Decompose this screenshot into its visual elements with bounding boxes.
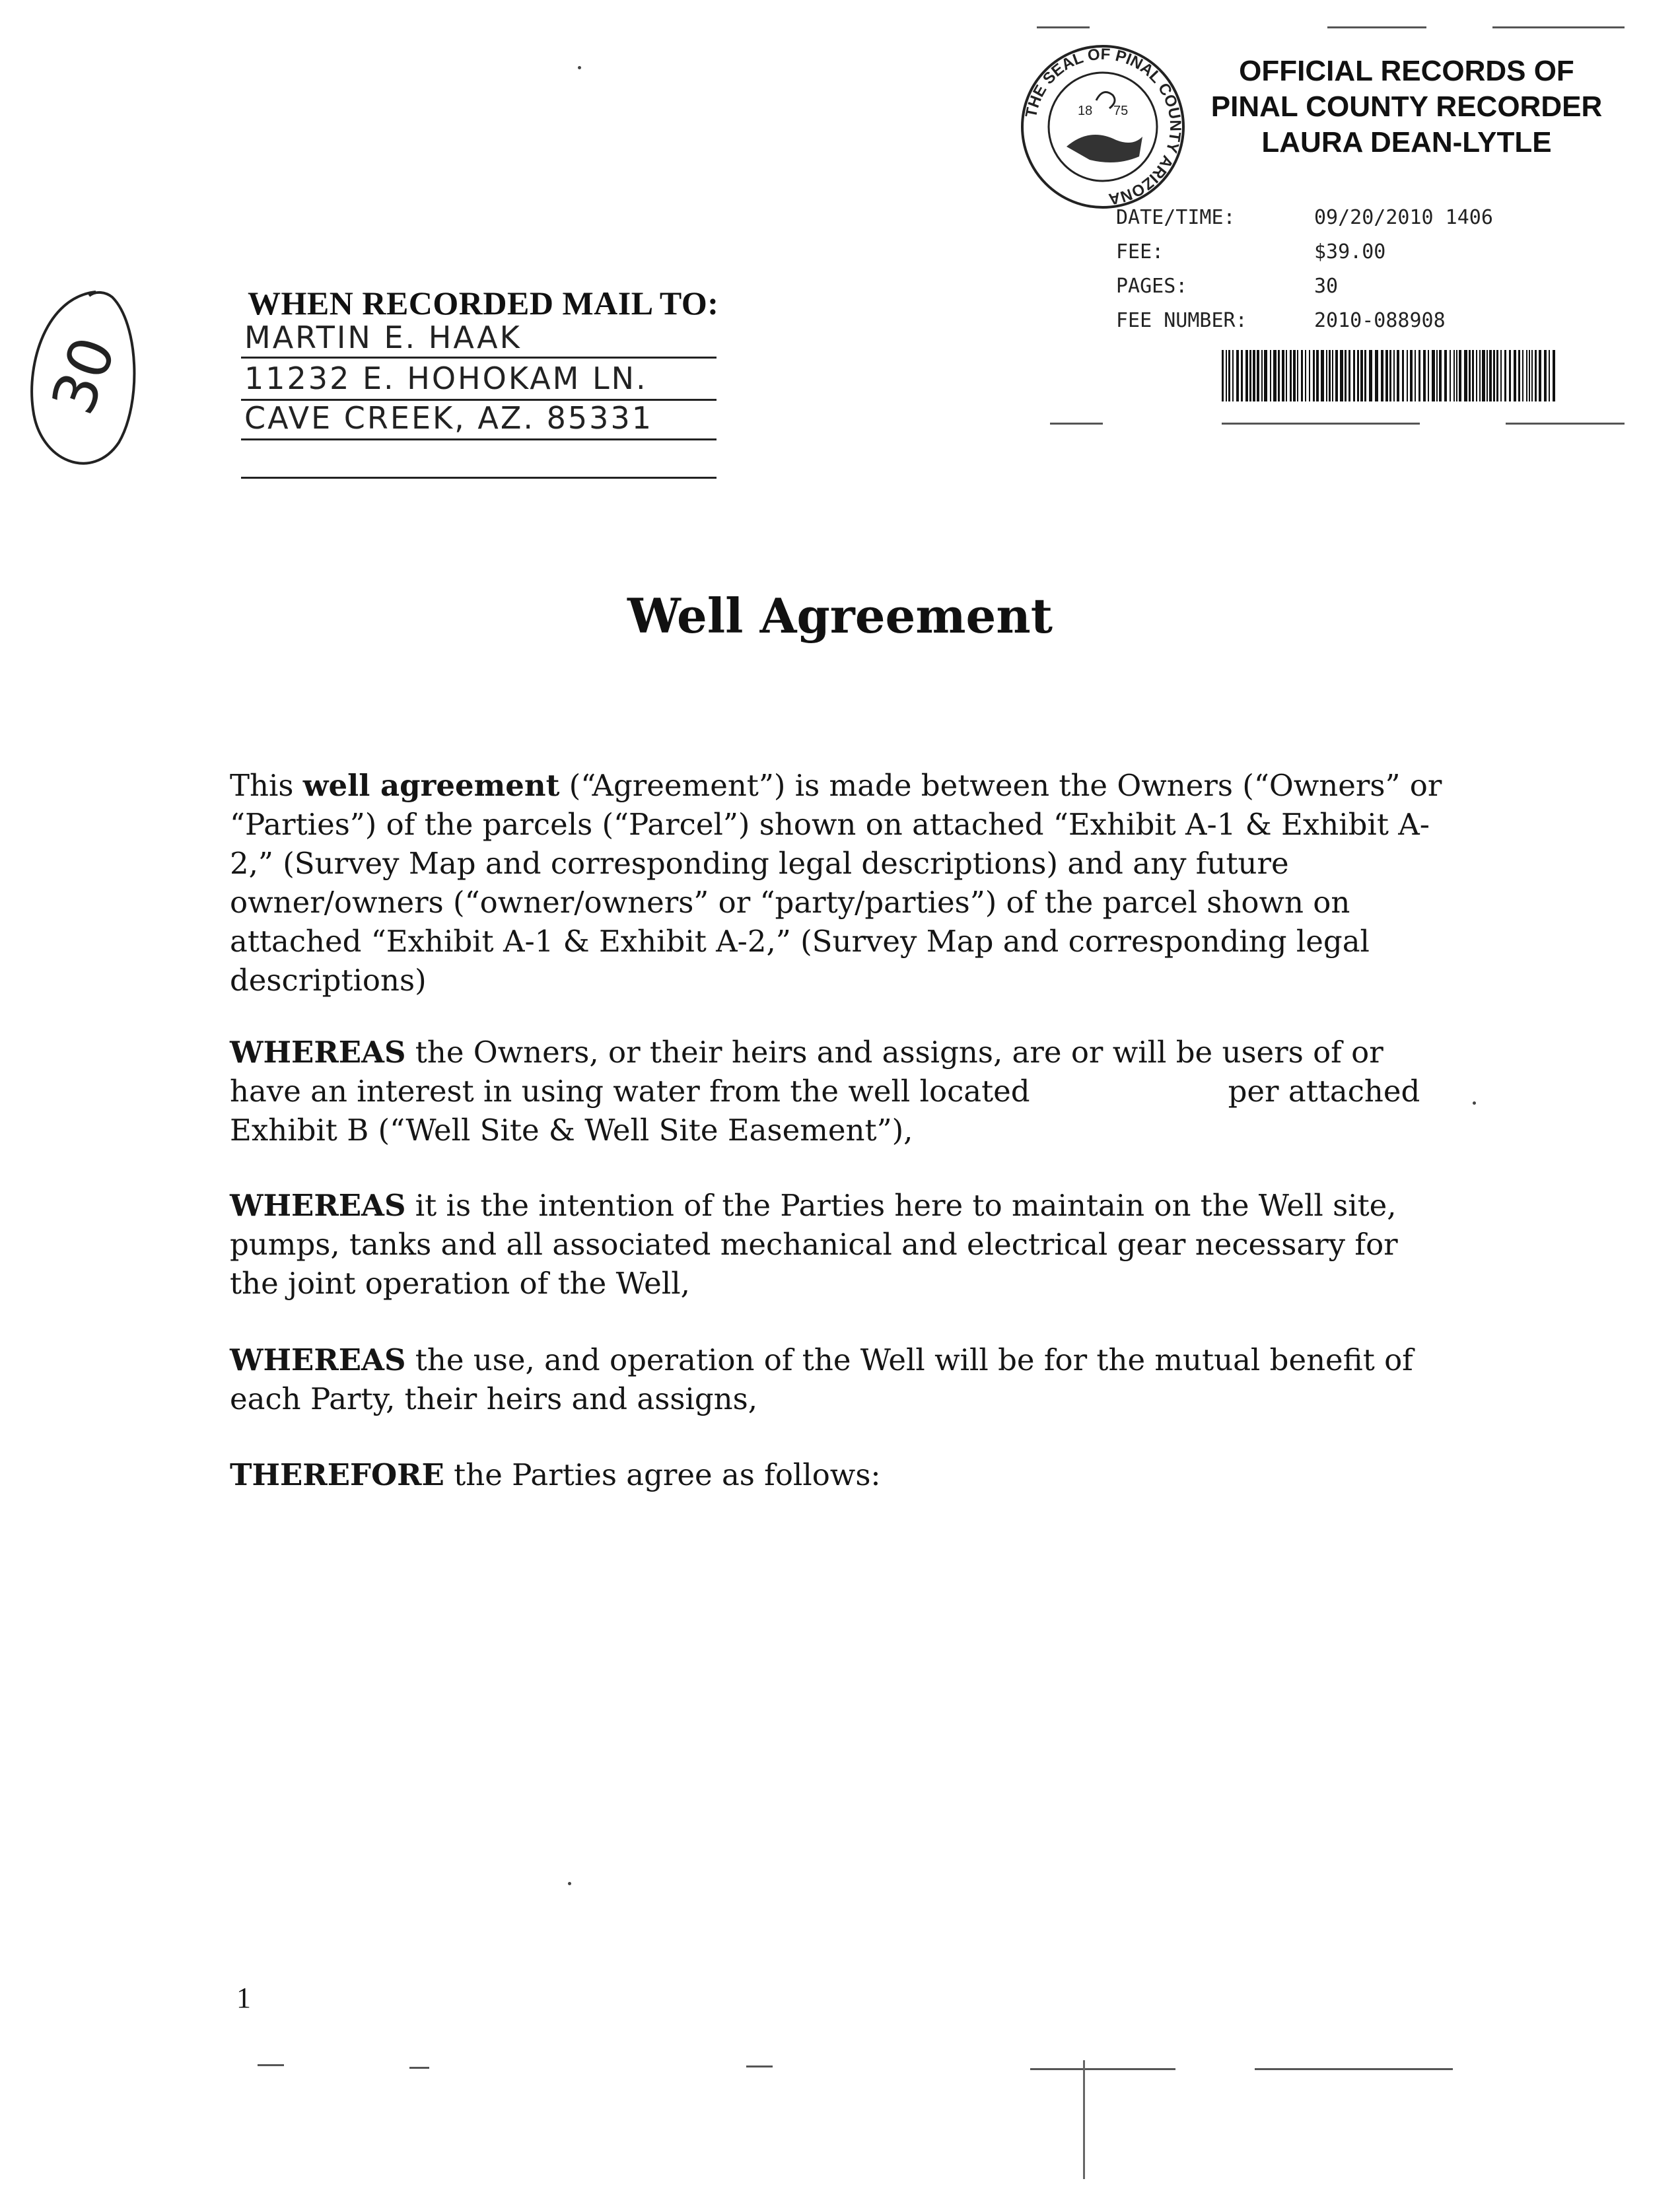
recording-field-label: DATE/TIME: [1116,206,1236,229]
mail-to-line [241,357,717,359]
barcode-icon [1222,350,1558,401]
seal-year-right: 75 [1113,104,1129,118]
whereas-paragraph: WHEREAS the use, and operation of the Well will be for the mutual benefit of each Party, their heirs and assigns, [230,1342,1413,1416]
recording-pages: 30 [1314,275,1339,298]
therefore-paragraph: THEREFORE the Parties agree as follows: [230,1457,881,1492]
seal-year-left: 18 [1078,104,1093,118]
mail-to-line [241,477,717,479]
page-number: 1 [236,1982,251,2014]
handwritten-page-count-note [20,284,139,482]
recording-field-label: FEE NUMBER: [1116,309,1247,332]
recording-field-label: PAGES: [1116,275,1188,298]
recording-date-time: 09/20/2010 1406 [1314,206,1493,229]
mail-to-line [241,438,717,440]
defined-term: well agreement [302,768,560,803]
recording-fee-number: 2010-088908 [1314,309,1446,332]
whereas-paragraph: WHEREAS it is the intention of the Parties here to maintain on the Well site, pumps, tanks and all associated mechanical and electrical gear necessary for the joint operation of the Well, [230,1188,1398,1301]
mail-to-label: WHEN RECORDED MAIL TO: [248,285,719,322]
recorder-title-line-3: LAURA DEAN-LYTLE [1261,126,1552,158]
document-title: Well Agreement [627,588,1053,644]
recorder-title-line-1: OFFICIAL RECORDS OF [1239,55,1574,87]
intro-paragraph: This well agreement (“Agreement”) is made between the Owners (“Owners” or “Parties”) of the parcels (“Parcel”) shown on attached “Exhibit A-1 & Exhibit A- 2,” (Survey Map and corresponding legal descriptions) and any future owner/owners (“owner/owners” or “party/parties”) of the parcel shown on attached “Exhibit A-1 & Exhibit A-2,” (Survey Map and corresponding legal descriptions) [230,768,1442,998]
recording-field-label: FEE: [1116,240,1164,263]
recording-fee: $39.00 [1314,240,1386,263]
recorder-title-line-2: PINAL COUNTY RECORDER [1210,90,1603,123]
county-seal-icon [1017,41,1189,213]
seal-ring-text: THE SEAL OF PINAL COUNTY ARIZONA [1022,45,1185,208]
mail-to-name: MARTIN E. HAAK [244,320,522,355]
whereas-paragraph: WHEREAS the Owners, or their heirs and assigns, are or will be users of or have an interest in using water from the well located per attached Exhibit B (“Well Site & Well Site Easement”), [230,1035,1420,1148]
mail-to-city: CAVE CREEK, AZ. 85331 [244,400,653,436]
handwritten-page-count: 30 [38,328,130,423]
mail-to-street: 11232 E. HOHOKAM LN. [244,361,648,396]
